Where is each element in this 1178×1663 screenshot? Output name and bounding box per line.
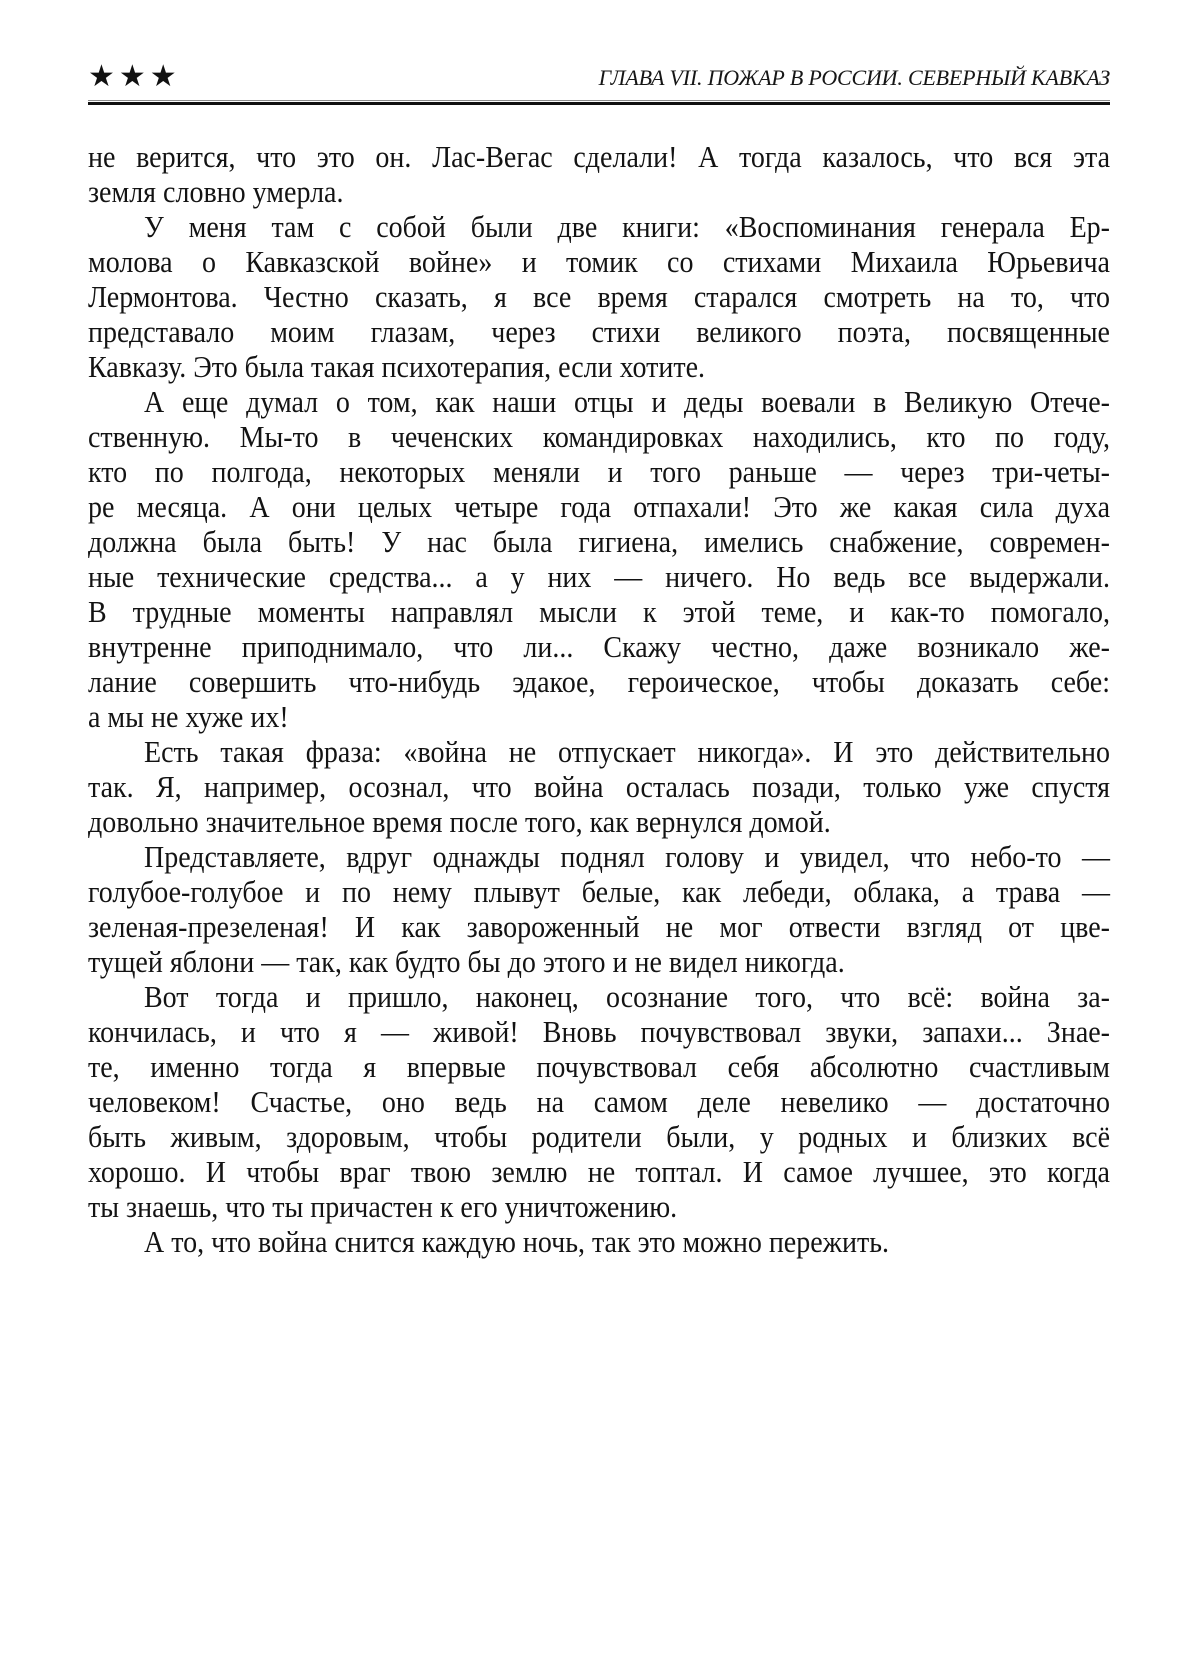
text-line: ты знаешь, что ты причастен к его уничтожению. (88, 1190, 678, 1225)
text-line: а мы не хуже их! (88, 700, 289, 735)
text-line: А то, что война снится каждую ночь, так это можно пережить. (144, 1225, 889, 1260)
header-divider (88, 100, 1110, 105)
text-line: внутренне приподнимало, что ли... Скажу честно, даже возникало же- (88, 630, 1110, 665)
text-line: ственную. Мы-то в чеченских командировках находились, кто по году, (88, 420, 1110, 455)
text-line: А еще думал о том, как наши отцы и деды воевали в Великую Отече- (144, 385, 1110, 420)
text-line: В трудные моменты направлял мысли к этой теме, и как-то помогало, (88, 595, 1110, 630)
paragraph (88, 1225, 1110, 1260)
text-line: представало моим глазам, через стихи великого поэта, посвященные (88, 315, 1110, 350)
text-line: быть живым, здоровым, чтобы родители были, у родных и близких всё (88, 1120, 1110, 1155)
text-line: кто по полгода, некоторых меняли и того раньше — через три-четы- (88, 455, 1110, 490)
text-line: молова о Кавказской войне» и томик со стихами Михаила Юрьевича (88, 245, 1110, 280)
text-line: хорошо. И чтобы враг твою землю не топтал. И самое лучшее, это когда (88, 1155, 1110, 1190)
text-line: Лермонтова. Честно сказать, я все время старался смотреть на то, что (88, 280, 1110, 315)
text-line: должна была быть! У нас была гигиена, имелись снабжение, современ- (88, 525, 1110, 560)
text-line: Кавказу. Это была такая психотерапия, если хотите. (88, 350, 706, 385)
text-line: ре месяца. А они целых четыре года отпахали! Это же какая сила духа (88, 490, 1110, 525)
text-line: так. Я, например, осознал, что война осталась позади, только уже спустя (88, 770, 1110, 805)
text-line: не верится, что это он. Лас-Вегас сделали! А тогда казалось, что вся эта (88, 140, 1110, 175)
text-line: человеком! Счастье, оно ведь на самом деле невелико — достаточно (88, 1085, 1110, 1120)
text-line: лание совершить что-нибудь эдакое, героическое, чтобы доказать себе: (88, 665, 1110, 700)
paragraph (88, 735, 1110, 840)
page-content (88, 0, 1110, 1260)
text-line: голубое-голубое и по нему плывут белые, как лебеди, облака, а трава — (88, 875, 1110, 910)
paragraph (88, 385, 1110, 735)
running-header (88, 57, 1110, 93)
paragraph (88, 980, 1110, 1225)
stars-icon: ★★★ (88, 59, 181, 94)
chapter-title: ГЛАВА VII. ПОЖАР В РОССИИ. СЕВЕРНЫЙ КАВКАЗ (598, 65, 1110, 90)
text-line: довольно значительное время после того, как вернулся домой. (88, 805, 831, 840)
text-line: Представляете, вдруг однажды поднял голову и увидел, что небо-то — (144, 840, 1110, 875)
text-line: У меня там с собой были две книги: «Воспоминания генерала Ер- (144, 210, 1110, 245)
text-line: зеленая-презеленая! И как завороженный не мог отвести взгляд от цве- (88, 910, 1110, 945)
paragraph (88, 840, 1110, 980)
text-line: те, именно тогда я впервые почувствовал себя абсолютно счастливым (88, 1050, 1110, 1085)
text-line: ные технические средства... а у них — ничего. Но ведь все выдержали. (88, 560, 1110, 595)
text-line: Есть такая фраза: «война не отпускает никогда». И это действительно (144, 735, 1110, 770)
body-text (88, 140, 1110, 1260)
text-line: земля словно умерла. (88, 175, 344, 210)
text-line: тущей яблони — так, как будто бы до этого и не видел никогда. (88, 945, 845, 980)
paragraph (88, 210, 1110, 385)
text-line: кончилась, и что я — живой! Вновь почувствовал звуки, запахи... Знае- (88, 1015, 1110, 1050)
paragraph (88, 140, 1110, 210)
text-line: Вот тогда и пришло, наконец, осознание того, что всё: война за- (144, 980, 1110, 1015)
